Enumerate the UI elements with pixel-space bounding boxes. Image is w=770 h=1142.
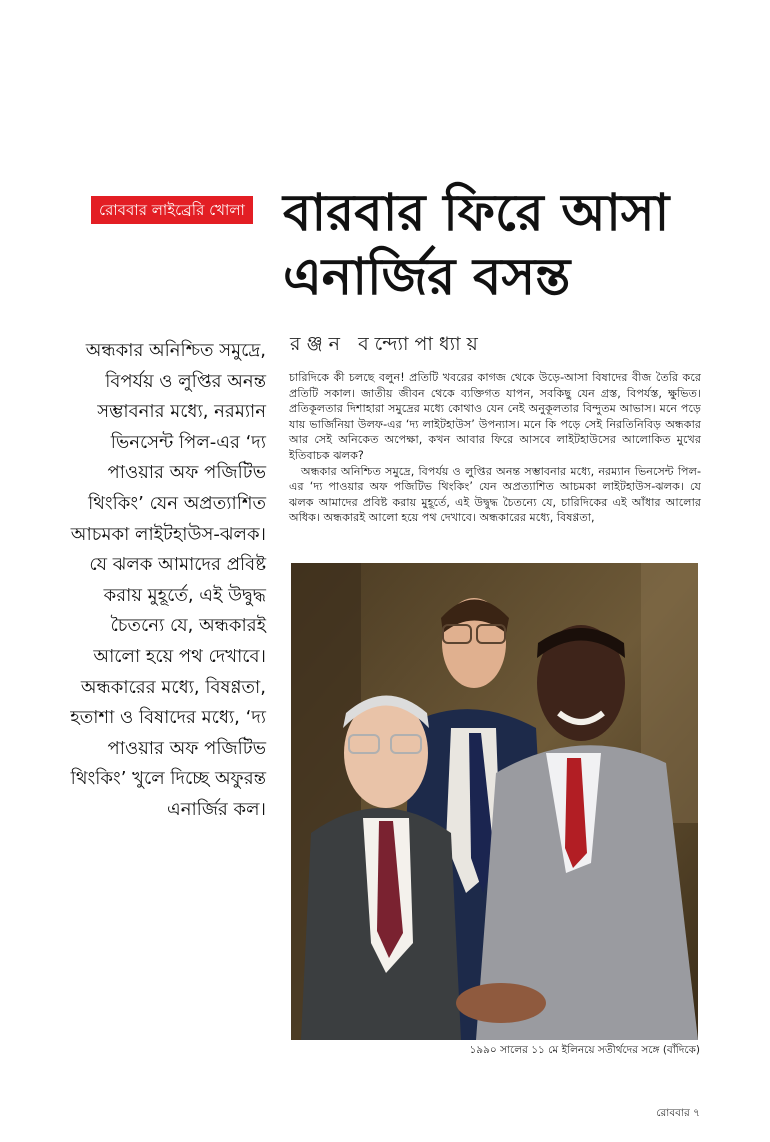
article-paragraph-2: অন্ধকার অনিশ্চিত সমুদ্রে, বিপর্যয় ও লুপ্তির অনন্ত সম্ভাবনার মধ্যে, নরম্যান ভিনসেন্ট পিল-এর ‘দ্য পাওয়ার অফ পজিটিভ থিংকিং’ যেন অপ্রত্যাশিত আচমকা লাইটহাউস-ঝলক। যে ঝলক আমাদের প্রবিষ্ট করায় মুহূর্তে, এই উদ্বুদ্ধ চৈতন্যে যে, চারিদিকের এই আঁধার আলোর অধিক। অন্ধকারই আলো হয়ে পথ দেখাবে। অন্ধকারের মধ্যে, বিষণ্ণতা,	[289, 464, 701, 525]
handshake	[456, 983, 546, 1023]
pull-quote: অন্ধকার অনিশ্চিত সমুদ্রে, বিপর্যয় ও লুপ্তির অনন্ত সম্ভাবনার মধ্যে, নরম্যান ভিনসেন্ট পিল-এর ‘দ্য পাওয়ার অফ পজিটিভ থিংকিং’ যেন অপ্রত্যাশিত আচমকা লাইটহাউস-ঝলক। যে ঝলক আমাদের প্রবিষ্ট করায় মুহূর্তে, এই উদ্বুদ্ধ চৈতন্যে যে, অন্ধকারই আলো হয়ে পথ দেখাবে। অন্ধকারের মধ্যে, বিষণ্ণতা, হতাশা ও বিষাদের মধ্যে, ‘দ্য পাওয়ার অফ পজিটিভ থিংকিং’ খুলে দিচ্ছে অফুরন্ত এনার্জির কল।	[70, 340, 266, 820]
article-paragraph-1: চারিদিকে কী চলছে বলুন! প্রতিটি খবরের কাগজ থেকে উড়ে-আসা বিষাদের বীজ তৈরি করে প্রতিটি সকাল। জাতীয় জীবন থেকে ব্যক্তিগত যাপন, সবকিছু যেন গ্রস্ত, বিপর্যস্ত, ক্ষুভিত। প্রতিকূলতার দিশাহারা সমুদ্রের মধ্যে কোথাও যেন নেই অনুকূলতার বিন্দুতম আভাস। মনে পড়ে যায় ভার্জিনিয়া উলফ-এর ‘দ্য লাইটহাউস’ উপন্যাস। মনে কি পড়ে সেই নিরতিনিবিড় অন্ধকার আর সেই অনিকেত অপেক্ষা, কখন আবার ফিরে আসবে লাইটহাউসের আলোকিত মুখের ইতিবাচক ঝলক?	[289, 371, 701, 462]
photo-caption: ১৯৯০ সালের ১১ মে ইলিনয়ে সতীর্থদের সঙ্গে (বাঁদিকে)	[469, 1044, 700, 1056]
section-tag: রোববার লাইব্রেরি খোলা	[91, 196, 253, 224]
page-footer: রোববার ৭	[656, 1107, 700, 1119]
headline: বারবার ফিরে আসা এনার্জির বসন্ত	[283, 184, 670, 307]
byline: রঞ্জন বন্দ্যোপাধ্যায়	[290, 333, 484, 355]
article-photo	[291, 563, 698, 1040]
article-body	[289, 370, 701, 526]
